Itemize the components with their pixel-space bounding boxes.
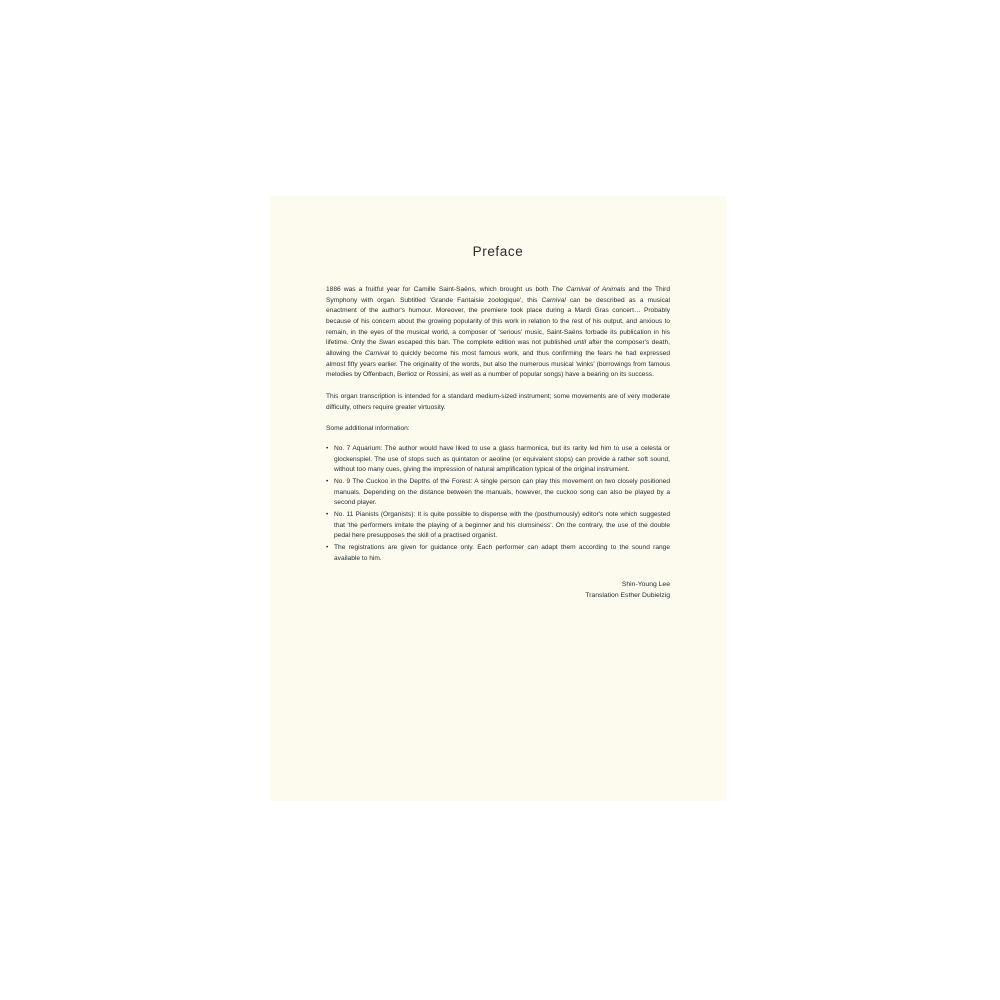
signature-translation: Translation Esther Dubielzig: [585, 592, 670, 600]
additional-notes-list: [326, 444, 670, 564]
page-title: Preface: [472, 244, 524, 259]
list-item: • No. 11 Pianists (Organists): It is quite possible to dispense with the (posthumously) editor's note which suggested that 'the performers imitate the playing of a beginner and his clumsiness'. On the contrary, the use of the double pedal here presupposes the skill of a practised organist.: [326, 510, 670, 542]
signature-author: Shin-Young Lee: [621, 581, 670, 589]
page-content: [270, 244, 726, 602]
list-item: • No. 7 Aquarium: The author would have liked to use a glass harmonica, but its rarity led him to use a celesta or glockenspiel. The use of stops such as quintaton or aeoline (or equivalent stops) can provide a rather soft sound, without too many cues, giving the impression of natural amplification typical of the original instrument.: [326, 444, 670, 476]
list-item: • The registrations are given for guidance only. Each performer can adapt them according to the sound range available to him.: [326, 543, 670, 564]
paragraph-intro: 1886 was a fruitful year for Camille Saint-Saëns, which brought us both The Carnival of Animals and the Third Symphony with organ. Subtitled 'Grande Fantaisie zoologique', this Carnival can be described as a musical enactment of the author's humour. Moreover, the premiere took place during a Mardi Gras concert… Probably because of his concern about the growing popularity of this work in relation to the rest of his output, and anxious to remain, in the eyes of the musical world, a composer of 'serious' music, Saint-Saëns forbade its publication in his lifetime. Only the Swan escaped this ban. The complete edition was not published until after the composer's death, allowing the Carnival to quickly become his most famous work, and thus confirming the fears he had expressed almost fifty years earlier. The originality of the words, but also the numerous musical 'winks' (borrowings from famous melodies by Offenbach, Berlioz or Rossini, as well as a number of popular songs) have a bearing on its success.: [326, 286, 671, 379]
paragraph-additional-info-heading: Some additional information:: [326, 425, 410, 433]
signature-block: [326, 580, 670, 602]
list-item: • No. 9 The Cuckoo in the Depths of the Forest: A single person can play this movement on two closely positioned manuals. Depending on the distance between the manuals, however, the cuckoo song can also be played by a second player.: [326, 477, 670, 509]
document-page: [270, 196, 726, 801]
paragraph-transcription: This organ transcription is intended for a standard medium-sized instrument; some movements are of very moderate difficulty, others require greater virtuosity.: [326, 393, 670, 411]
